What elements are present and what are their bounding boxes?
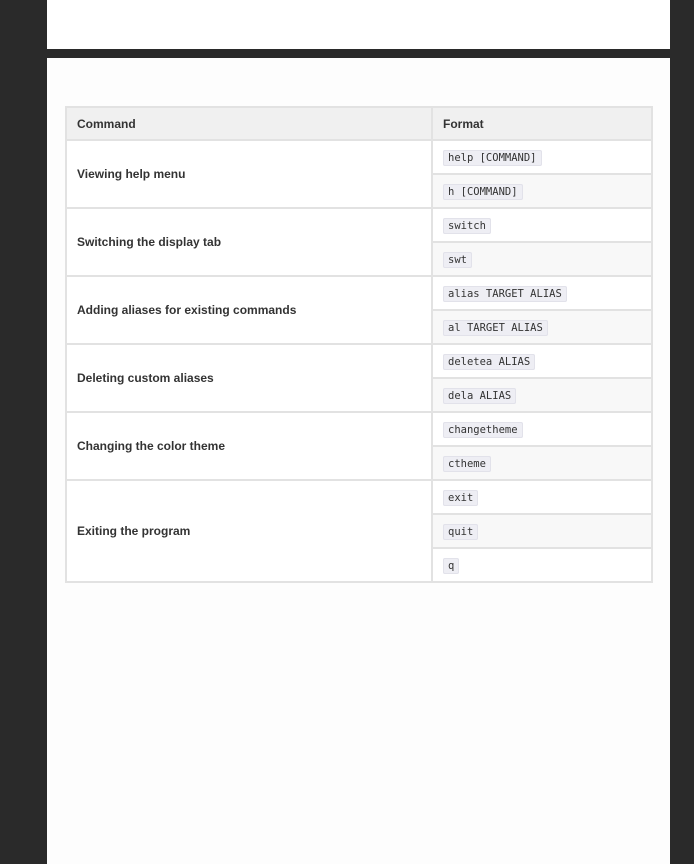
format-code: changetheme	[443, 422, 523, 438]
table-header-row	[66, 107, 652, 140]
format-code: switch	[443, 218, 491, 234]
format-cell	[432, 548, 652, 582]
header-command: Command	[66, 107, 432, 140]
command-name: Switching the display tab	[66, 208, 432, 276]
table-row	[66, 412, 652, 446]
format-code: help [COMMAND]	[443, 150, 542, 166]
format-code: ctheme	[443, 456, 491, 472]
format-cell	[432, 446, 652, 480]
table-row	[66, 344, 652, 378]
format-cell	[432, 242, 652, 276]
format-code: exit	[443, 490, 478, 506]
format-cell	[432, 378, 652, 412]
format-code: swt	[443, 252, 472, 268]
format-cell	[432, 140, 652, 174]
command-summary-table	[65, 106, 653, 583]
format-cell	[432, 514, 652, 548]
format-cell	[432, 208, 652, 242]
format-cell	[432, 310, 652, 344]
table-row	[66, 276, 652, 310]
table-row	[66, 480, 652, 514]
format-code: deletea ALIAS	[443, 354, 535, 370]
format-cell	[432, 412, 652, 446]
table-row	[66, 208, 652, 242]
command-name: Viewing help menu	[66, 140, 432, 208]
format-code: alias TARGET ALIAS	[443, 286, 567, 302]
format-code: q	[443, 558, 459, 574]
command-name: Adding aliases for existing commands	[66, 276, 432, 344]
format-cell	[432, 174, 652, 208]
format-code: al TARGET ALIAS	[443, 320, 548, 336]
format-code: h [COMMAND]	[443, 184, 523, 200]
command-name: Exiting the program	[66, 480, 432, 582]
table-row	[66, 140, 652, 174]
format-cell	[432, 480, 652, 514]
current-page	[47, 58, 670, 864]
format-code: quit	[443, 524, 478, 540]
format-cell	[432, 344, 652, 378]
command-name: Changing the color theme	[66, 412, 432, 480]
format-code: dela ALIAS	[443, 388, 516, 404]
command-name: Deleting custom aliases	[66, 344, 432, 412]
header-format: Format	[432, 107, 652, 140]
format-cell	[432, 276, 652, 310]
previous-page	[47, 0, 670, 49]
